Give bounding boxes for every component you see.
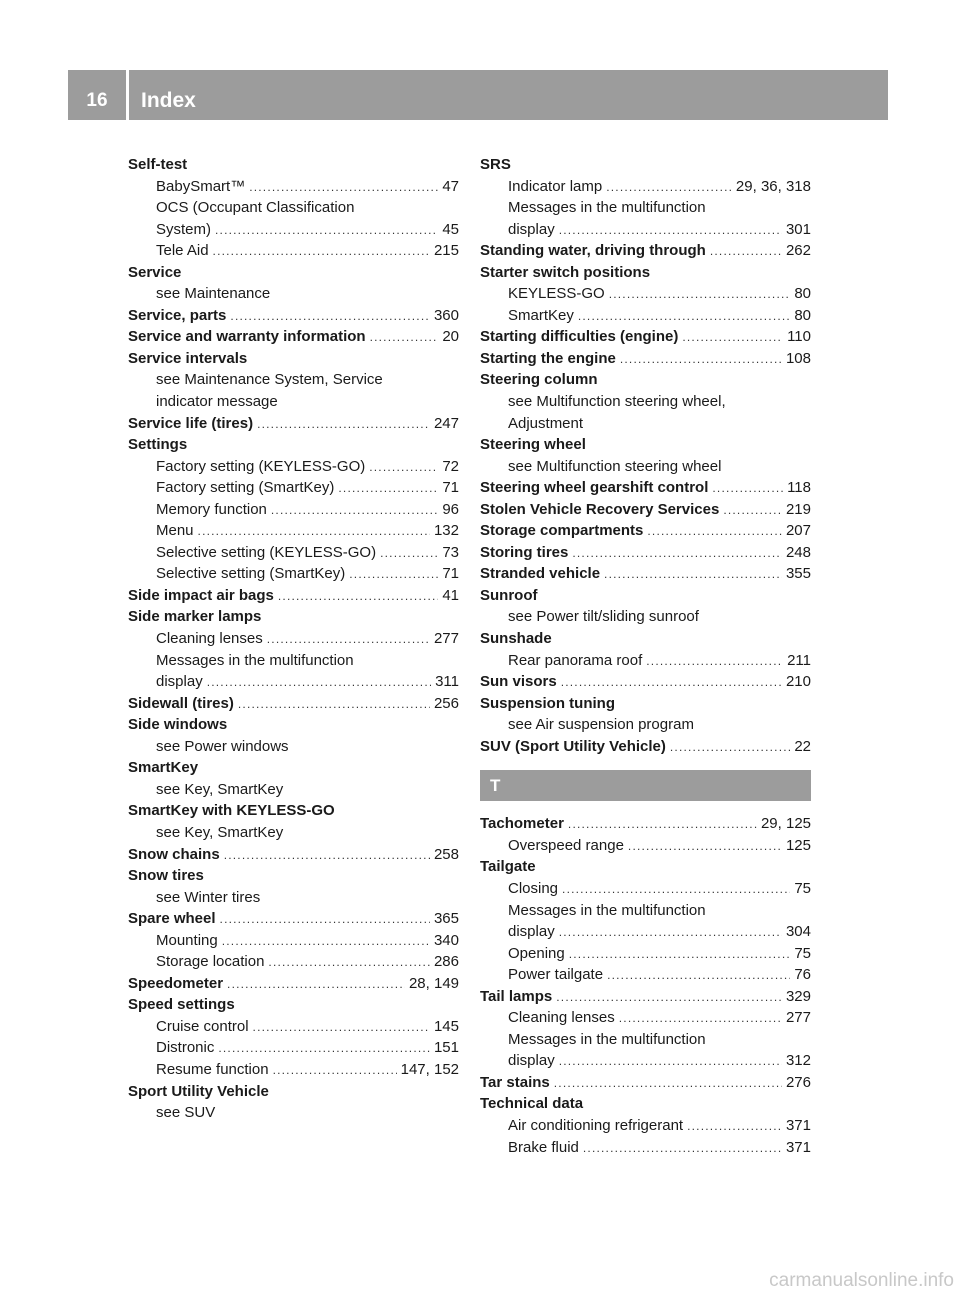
index-entry (480, 1072, 811, 1094)
watermark: carmanualsonline.info (769, 1270, 954, 1291)
dot-leader (559, 220, 782, 242)
dot-leader (338, 478, 438, 500)
entry-label: Speedometer (128, 974, 224, 992)
entry-label: Messages in the multifunction (508, 1030, 706, 1048)
entry-label: Selective setting (SmartKey) (156, 565, 346, 583)
dot-leader (578, 306, 790, 328)
dot-leader (249, 177, 438, 199)
dot-leader (227, 974, 405, 996)
page-reference: 262 (785, 242, 811, 260)
entry-label: Steering column (480, 371, 598, 389)
entry-label: Sunshade (480, 630, 552, 648)
index-entry (128, 413, 459, 435)
dot-leader (687, 1116, 782, 1138)
index-entry (128, 348, 459, 370)
index-subentry (480, 964, 811, 986)
page-reference: 28, 149 (408, 974, 459, 992)
entry-label: Mounting (156, 931, 218, 949)
entry-label: see Key, SmartKey (156, 780, 284, 798)
index-entry (480, 499, 811, 521)
page-reference: 110 (787, 328, 811, 346)
entry-label: Stranded vehicle (480, 565, 601, 583)
index-subentry (480, 456, 811, 478)
page-reference: 211 (787, 651, 811, 669)
entry-label: indicator message (156, 393, 278, 411)
dot-leader (712, 478, 783, 500)
dot-leader (222, 931, 430, 953)
entry-label: Factory setting (KEYLESS-GO) (156, 457, 366, 475)
entry-label: Tail lamps (480, 987, 553, 1005)
entry-label: Suspension tuning (480, 694, 615, 712)
dot-leader (562, 879, 790, 901)
index-entry (480, 477, 811, 499)
index-entry (128, 844, 459, 866)
page-reference: 71 (442, 565, 459, 583)
index-subentry (480, 219, 811, 241)
page-reference: 22 (794, 737, 811, 755)
page-reference: 210 (785, 673, 811, 691)
index-subentry (480, 943, 811, 965)
index-entry (480, 563, 811, 585)
entry-label: Brake fluid (508, 1138, 579, 1156)
dot-leader (583, 1138, 782, 1160)
index-subentry (128, 542, 459, 564)
dot-leader (710, 241, 782, 263)
dot-leader (271, 500, 438, 522)
index-entry (128, 326, 459, 348)
page-reference: 72 (442, 457, 459, 475)
entry-label: Tachometer (480, 815, 564, 833)
page-reference: 329 (785, 987, 811, 1005)
entry-label: Starting the engine (480, 349, 616, 367)
entry-label: Sunroof (480, 586, 538, 604)
index-column-left (128, 154, 459, 1124)
dot-leader (220, 909, 430, 931)
index-entry (128, 262, 459, 284)
entry-label: Service life (tires) (128, 414, 254, 432)
page-reference: 311 (435, 673, 459, 691)
dot-leader (370, 327, 439, 349)
entry-label: Menu (156, 522, 194, 540)
dot-leader (561, 672, 782, 694)
entry-label: Power tailgate (508, 966, 604, 984)
dot-leader (620, 349, 782, 371)
entry-label: Sport Utility Vehicle (128, 1082, 269, 1100)
index-subentry (480, 1029, 811, 1051)
dot-leader (213, 241, 430, 263)
entry-label: Adjustment (508, 414, 584, 432)
index-entry (480, 986, 811, 1008)
index-subentry (128, 1102, 459, 1124)
page-reference: 108 (785, 349, 811, 367)
index-entry (480, 326, 811, 348)
page-reference: 29, 125 (760, 815, 811, 833)
page-reference: 371 (785, 1138, 811, 1156)
index-entry (480, 262, 811, 284)
entry-label: Snow tires (128, 867, 204, 885)
index-entry (480, 240, 811, 262)
section-title: Index (141, 89, 196, 112)
index-entry (128, 305, 459, 327)
entry-label: see Winter tires (156, 888, 261, 906)
index-entry (128, 434, 459, 456)
index-entry (128, 606, 459, 628)
index-entry (480, 585, 811, 607)
index-entry (480, 736, 811, 758)
entry-label: Settings (128, 436, 188, 454)
dot-leader (369, 457, 438, 479)
page-reference: 118 (787, 479, 811, 497)
page-reference: 73 (442, 543, 459, 561)
dot-leader (198, 521, 430, 543)
index-subentry (480, 1115, 811, 1137)
index-subentry (480, 413, 811, 435)
index-subentry (128, 650, 459, 672)
dot-leader (609, 284, 791, 306)
entry-label: see Power windows (156, 737, 289, 755)
page-reference: 215 (433, 242, 459, 260)
page-reference: 80 (794, 285, 811, 303)
dot-leader (606, 177, 732, 199)
entry-label: Indicator lamp (508, 177, 603, 195)
index-subentry (128, 456, 459, 478)
page-reference: 41 (442, 586, 459, 604)
entry-label: System) (156, 220, 212, 238)
index-subentry (128, 240, 459, 262)
entry-label: Memory function (156, 500, 267, 518)
page-reference: 248 (785, 543, 811, 561)
dot-leader (218, 1038, 430, 1060)
dot-leader (572, 543, 782, 565)
entry-label: Messages in the multifunction (508, 901, 706, 919)
dot-leader (569, 944, 791, 966)
entry-label: Spare wheel (128, 910, 216, 928)
index-entry (128, 908, 459, 930)
entry-label: Side marker lamps (128, 608, 262, 626)
index-subentry (480, 606, 811, 628)
index-subentry (480, 1050, 811, 1072)
page-number: 16 (86, 90, 108, 111)
page-reference: 76 (794, 966, 811, 984)
page-reference: 277 (785, 1009, 811, 1027)
dot-leader (215, 220, 438, 242)
index-subentry (128, 197, 459, 219)
index-subentry (128, 887, 459, 909)
dot-leader (278, 586, 438, 608)
entry-label: see Multifunction steering wheel, (508, 393, 726, 411)
entry-label: Service (128, 263, 182, 281)
dot-leader (556, 987, 782, 1009)
index-subentry (480, 714, 811, 736)
index-subentry (128, 1059, 459, 1081)
entry-label: see Air suspension program (508, 716, 694, 734)
page-reference: 45 (442, 220, 459, 238)
dot-leader (628, 836, 782, 858)
entry-label: Factory setting (SmartKey) (156, 479, 335, 497)
dot-leader (619, 1008, 782, 1030)
dot-leader (670, 737, 790, 759)
entry-label: Storage location (156, 953, 265, 971)
index-subentry (128, 477, 459, 499)
index-subentry (480, 900, 811, 922)
entry-label: Service, parts (128, 306, 227, 324)
entry-label: Service and warranty information (128, 328, 366, 346)
entry-label: Closing (508, 879, 559, 897)
entry-label: Messages in the multifunction (156, 651, 354, 669)
index-entry (480, 154, 811, 176)
index-entry (480, 671, 811, 693)
entry-label: Stolen Vehicle Recovery Services (480, 500, 720, 518)
entry-label: SRS (480, 156, 511, 173)
index-entry (128, 757, 459, 779)
index-entry (480, 1093, 811, 1115)
page-reference: 207 (785, 522, 811, 540)
entry-label: Steering wheel (480, 436, 586, 454)
index-group-s (480, 154, 811, 757)
letter-heading-t: T (480, 770, 811, 801)
page-reference: 75 (794, 944, 811, 962)
entry-label: Starter switch positions (480, 263, 651, 281)
entry-label: display (508, 923, 555, 941)
index-subentry (128, 499, 459, 521)
entry-label: Cleaning lenses (508, 1009, 615, 1027)
page-reference: 125 (785, 836, 811, 854)
entry-label: SmartKey with KEYLESS-GO (128, 802, 335, 820)
page-reference: 75 (794, 879, 811, 897)
entry-label: Sun visors (480, 673, 557, 691)
index-entry (480, 348, 811, 370)
page-reference: 151 (433, 1039, 459, 1057)
entry-label: Snow chains (128, 845, 220, 863)
dot-leader (267, 629, 430, 651)
index-subentry (128, 951, 459, 973)
entry-label: see Multifunction steering wheel (508, 457, 722, 475)
page-reference: 147, 152 (400, 1060, 459, 1078)
entry-label: Self-test (128, 156, 188, 173)
entry-label: Steering wheel gearshift control (480, 479, 709, 497)
entry-label: Resume function (156, 1060, 269, 1078)
dot-leader (646, 651, 783, 673)
index-subentry (128, 736, 459, 758)
index-entry (480, 856, 811, 878)
entry-label: display (508, 220, 555, 238)
entry-label: Distronic (156, 1039, 215, 1057)
dot-leader (273, 1060, 397, 1082)
dot-leader (230, 306, 430, 328)
index-subentry (128, 628, 459, 650)
dot-leader (607, 965, 790, 987)
index-subentry (128, 369, 459, 391)
page-reference: 145 (433, 1017, 459, 1035)
index-subentry (480, 878, 811, 900)
entry-label: Selective setting (KEYLESS-GO) (156, 543, 377, 561)
entry-label: Air conditioning refrigerant (508, 1116, 684, 1134)
page-reference: 20 (442, 328, 459, 346)
entry-label: KEYLESS-GO (508, 285, 605, 303)
index-entry (128, 994, 459, 1016)
index-subentry (128, 283, 459, 305)
page-reference: 219 (785, 500, 811, 518)
page-reference: 360 (433, 306, 459, 324)
dot-leader (207, 672, 431, 694)
index-entry (128, 154, 459, 176)
index-entry (128, 585, 459, 607)
index-subentry (480, 1007, 811, 1029)
index-entry (480, 813, 811, 835)
index-subentry (128, 219, 459, 241)
index-subentry (480, 305, 811, 327)
dot-leader (257, 414, 430, 436)
entry-label: Side impact air bags (128, 586, 274, 604)
dot-leader (604, 564, 782, 586)
entry-label: see SUV (156, 1104, 216, 1122)
dot-leader (554, 1073, 782, 1095)
index-subentry (128, 176, 459, 198)
entry-label: Standing water, driving through (480, 242, 706, 260)
entry-label: OCS (Occupant Classification (156, 199, 355, 217)
index-subentry (128, 1037, 459, 1059)
index-entry (128, 865, 459, 887)
page-reference: 47 (442, 177, 459, 195)
entry-label: Service intervals (128, 349, 248, 367)
dot-leader (559, 922, 782, 944)
index-subentry (128, 671, 459, 693)
page-reference: 29, 36, 318 (735, 177, 811, 195)
entry-label: SUV (Sport Utility Vehicle) (480, 737, 666, 755)
index-subentry (128, 1016, 459, 1038)
page-reference: 96 (442, 500, 459, 518)
dot-leader (647, 521, 782, 543)
page-reference: 371 (785, 1116, 811, 1134)
entry-label: Cleaning lenses (156, 630, 263, 648)
dot-leader (559, 1051, 782, 1073)
index-entry (128, 693, 459, 715)
entry-label: Storing tires (480, 543, 569, 561)
index-entry (128, 973, 459, 995)
page-reference: 247 (433, 414, 459, 432)
index-entry (480, 542, 811, 564)
index-group-t (480, 813, 811, 1158)
index-subentry (480, 283, 811, 305)
page-reference: 256 (433, 694, 459, 712)
index-subentry (480, 176, 811, 198)
page-reference: 80 (794, 306, 811, 324)
index-subentry (480, 835, 811, 857)
page-reference: 365 (433, 910, 459, 928)
index-subentry (480, 1137, 811, 1159)
page-reference: 286 (433, 953, 459, 971)
index-subentry (128, 563, 459, 585)
index-subentry (128, 930, 459, 952)
entry-label: Starting difficulties (engine) (480, 328, 679, 346)
index-subentry (128, 391, 459, 413)
index-subentry (128, 779, 459, 801)
entry-label: Storage compartments (480, 522, 644, 540)
dot-leader (238, 694, 430, 716)
entry-label: BabySmart™ (156, 177, 246, 195)
entry-label: Tailgate (480, 858, 536, 876)
dot-leader (253, 1017, 430, 1039)
page-reference: 258 (433, 845, 459, 863)
entry-label: SmartKey (508, 306, 574, 324)
entry-label: Tar stains (480, 1073, 550, 1091)
index-column-right (480, 154, 811, 1158)
entry-label: Side windows (128, 716, 228, 734)
entry-label: see Key, SmartKey (156, 823, 284, 841)
page-reference: 277 (433, 630, 459, 648)
page-header (68, 70, 888, 120)
index-entry (480, 520, 811, 542)
entry-label: Tele Aid (156, 242, 209, 260)
index-entry (480, 628, 811, 650)
entry-label: Opening (508, 944, 565, 962)
page-reference: 340 (433, 931, 459, 949)
index-entry (480, 693, 811, 715)
dot-leader (568, 814, 757, 836)
entry-label: Sidewall (tires) (128, 694, 234, 712)
entry-label: see Power tilt/sliding sunroof (508, 608, 699, 626)
index-subentry (480, 391, 811, 413)
index-entry (480, 434, 811, 456)
index-subentry (480, 197, 811, 219)
index-subentry (480, 650, 811, 672)
page-reference: 71 (442, 479, 459, 497)
page-reference: 355 (785, 565, 811, 583)
header-divider (126, 70, 129, 120)
index-subentry (480, 921, 811, 943)
entry-label: display (156, 673, 203, 691)
page-reference: 132 (433, 522, 459, 540)
index-subentry (128, 822, 459, 844)
entry-label: Speed settings (128, 996, 235, 1014)
entry-label: see Maintenance (156, 285, 271, 303)
index-entry (480, 369, 811, 391)
dot-leader (380, 543, 438, 565)
index-entry (128, 714, 459, 736)
index-entry (128, 1081, 459, 1103)
dot-leader (349, 564, 438, 586)
page-reference: 301 (785, 220, 811, 238)
page-reference: 312 (785, 1052, 811, 1070)
index-subentry (128, 520, 459, 542)
index-entry (128, 800, 459, 822)
page-reference: 276 (785, 1073, 811, 1091)
dot-leader (224, 845, 430, 867)
entry-label: Rear panorama roof (508, 651, 643, 669)
dot-leader (723, 500, 782, 522)
page-reference: 304 (785, 923, 811, 941)
entry-label: Cruise control (156, 1017, 249, 1035)
dot-leader (268, 952, 430, 974)
entry-label: Technical data (480, 1095, 584, 1113)
entry-label: see Maintenance System, Service (156, 371, 383, 389)
dot-leader (682, 327, 783, 349)
entry-label: Overspeed range (508, 836, 624, 854)
entry-label: SmartKey (128, 759, 199, 777)
entry-label: display (508, 1052, 555, 1070)
entry-label: Messages in the multifunction (508, 199, 706, 217)
